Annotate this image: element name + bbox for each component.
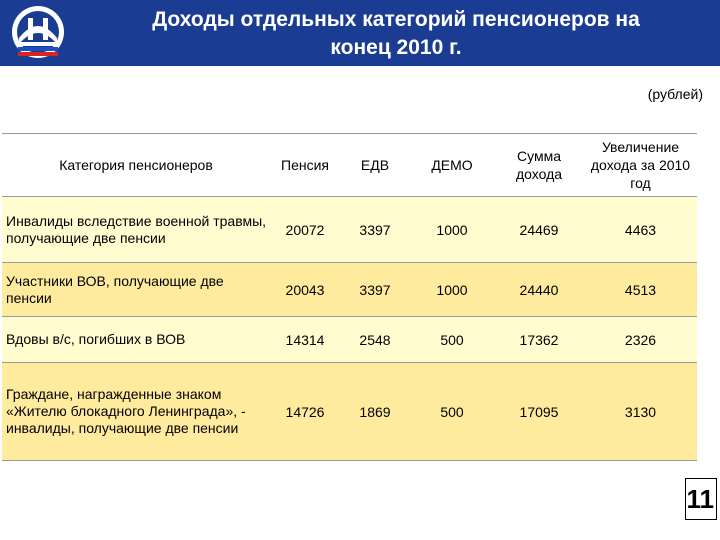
table-row [2, 197, 697, 263]
column-header: Пенсия [270, 134, 340, 197]
units-label: (рублей) [647, 86, 703, 102]
demo-cell: 500 [410, 363, 494, 461]
total-cell: 17362 [494, 317, 584, 363]
category-cell: Инвалиды вследствие военной травмы, получающие две пенсии [2, 197, 270, 263]
title-line-1: Доходы отдельных категорий пенсионеров на [152, 8, 640, 31]
table-header-row [2, 134, 697, 197]
title-line-2: конец 2010 г. [330, 36, 462, 59]
pension-cell: 20043 [270, 263, 340, 317]
column-header: Категория пенсионеров [2, 134, 270, 197]
page-number: 11 [685, 478, 717, 520]
income-table [2, 133, 697, 461]
increase-cell: 4513 [584, 263, 697, 317]
edv-cell: 2548 [340, 317, 410, 363]
demo-cell: 1000 [410, 263, 494, 317]
category-cell: Вдовы в/с, погибших в ВОВ [2, 317, 270, 363]
table-row [2, 263, 697, 317]
column-header: Сумма дохода [494, 134, 584, 197]
increase-cell: 2326 [584, 317, 697, 363]
increase-cell: 3130 [584, 363, 697, 461]
column-header: ДЕМО [410, 134, 494, 197]
demo-cell: 500 [410, 317, 494, 363]
total-cell: 24469 [494, 197, 584, 263]
header-bar [0, 0, 720, 66]
column-header: Увеличение дохода за 2010 год [584, 134, 697, 197]
table-row [2, 317, 697, 363]
table-row [2, 363, 697, 461]
edv-cell: 1869 [340, 363, 410, 461]
edv-cell: 3397 [340, 263, 410, 317]
pension-fund-logo-icon [6, 4, 70, 62]
page-title [96, 6, 696, 62]
category-cell: Участники ВОВ, получающие две пенсии [2, 263, 270, 317]
total-cell: 17095 [494, 363, 584, 461]
demo-cell: 1000 [410, 197, 494, 263]
pension-cell: 20072 [270, 197, 340, 263]
total-cell: 24440 [494, 263, 584, 317]
edv-cell: 3397 [340, 197, 410, 263]
increase-cell: 4463 [584, 197, 697, 263]
column-header: ЕДВ [340, 134, 410, 197]
category-cell: Граждане, награжденные знаком «Жителю блокадного Ленинграда», - инвалиды, получающие две пенсии [2, 363, 270, 461]
pension-cell: 14314 [270, 317, 340, 363]
pension-cell: 14726 [270, 363, 340, 461]
